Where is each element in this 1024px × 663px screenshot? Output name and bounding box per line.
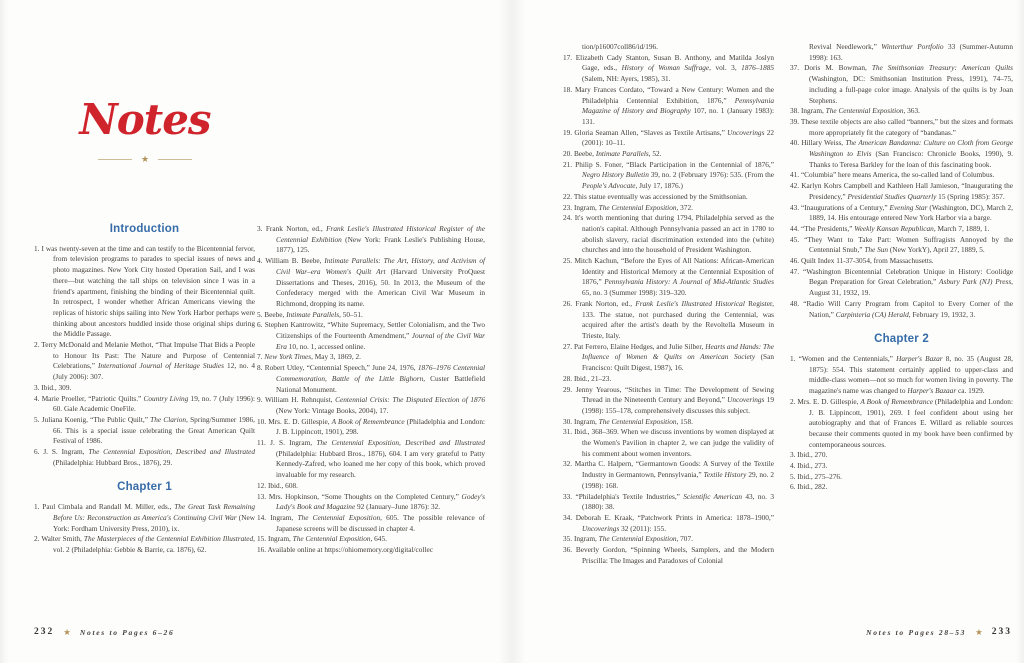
ornament-rule-right xyxy=(158,159,192,160)
note-item: 4. Ibid., 273. xyxy=(790,461,828,471)
note-item: 34. Deborah E. Kraak, “Patchwork Prints in America: 1878–1900,” Uncoverings 32 (2011): 155. xyxy=(563,512,774,533)
note-item: 48. “Radio Will Carry Program from Capitol to Every Corner of the Nation,” Carpinteria (CA) Herald, February 19, 1932, 3. xyxy=(790,298,1013,319)
note-item: 32. Martha C. Halpern, “Germantown Goods: A Survey of the Textile Industry in Germantown, Pennsylvania,” Textile History 29, no. 2 (1998): 168. xyxy=(563,459,774,490)
notes-column-1 xyxy=(34,224,255,556)
note-item: 3. Frank Norton, ed., Frank Leslie's Illustrated Historical Register of the Centennial Exhibition (New York: Frank Leslie's Publishing House, 1877), 125. xyxy=(257,224,485,255)
note-item: 16. Available online at https://ohiomemory.org/digital/collec xyxy=(257,545,433,555)
note-item: 1. Paul Cimbala and Randall M. Miller, eds., The Great Task Remaining Before Us: Reconstruction as America's Continuing Civil War (New York: Fordham University Press, 2010), ix. xyxy=(34,502,256,533)
notes-column-4 xyxy=(790,42,1013,493)
star-ornament xyxy=(34,155,256,164)
note-item: 27. Pat Ferrero, Elaine Hedges, and Julie Silber, Hearts and Hands: The Influence of Women & Quilts on American Society (San Francisco: Quilt Digest, 1987), 16. xyxy=(563,341,774,373)
notes-column-3 xyxy=(563,42,774,566)
note-continuation: tion/p16007coll86/id/196. xyxy=(582,42,659,51)
note-item: 5. Juliana Koenig, “The Public Quilt,” The Clarion, Spring/Summer 1986, 66. This is a special issue celebrating the Great American Quilt Festival of 1986. xyxy=(34,414,255,446)
note-item: 23. Ingram, The Centennial Exposition, 372. xyxy=(563,202,693,212)
note-item: 30. Ingram, The Centennial Exposition, 158. xyxy=(563,416,693,426)
notes-column-2 xyxy=(257,224,485,556)
note-item: 20. Beebe, Intimate Parallels, 52. xyxy=(563,149,662,159)
note-item: 15. Ingram, The Centennial Exposition, 645. xyxy=(257,534,387,544)
note-item: 19. Gloria Seaman Allen, “Slaves as Textile Artisans,” Uncoverings 22 (2001): 10–11. xyxy=(563,127,774,148)
note-item: 2. Terry McDonald and Melanie Methot, “That Impulse That Bids a People to Honour Its Past: The Nature and Purpose of Centennial Celebrations,” International Journal of Heritage Studies 12, no. 4 (July 2006): 307. xyxy=(34,340,255,382)
note-item: 25. Mitch Kachun, “Before the Eyes of All Nations: African-American Identity and Historical Memory at the Centennial Exposition of 1876,” Pennsylvania History: A Journal of Mid-Atlantic Studies 65, no. 3 (Summer 1998): 319–320. xyxy=(563,256,774,298)
notes-title-block xyxy=(34,95,256,165)
note-item: 37. Doris M. Bowman, The Smithsonian Treasury: American Quilts (Washington, DC: Smithsonian Institution Press, 1991), 74–75, including a full-page color image. Analysis of the quilts is by Joan Stephens. xyxy=(790,63,1013,105)
note-item: 4. William B. Beebe, Intimate Parallels: The Art, History, and Activism of Civil War–era Women's Quilt Art (Harvard University ProQuest Dissertations and Theses, 2016), 50. In 2013, the Museum of the Confederacy merged with the American Civil War Museum in Richmond, dropping its name. xyxy=(257,256,485,308)
page-title: Notes xyxy=(79,95,211,144)
note-item: 35. Ingram, The Centennial Exposition, 707. xyxy=(563,534,693,544)
note-item: 22. This statue eventually was accessioned by the Smithsonian. xyxy=(563,191,748,201)
note-item: 38. Ingram, The Centennial Exposition, 363. xyxy=(790,106,920,116)
note-item: 21. Philip S. Foner, “Black Participation in the Centennial of 1876,” Negro History Bulletin 39, no. 2 (February 1976): 535. (From the People's Advocate, July 17, 1876.) xyxy=(563,159,774,191)
note-item: 47. “Washington Bicentennial Celebration Unique in History: Coolidge Began Preparation for Great Celebration,” Asbury Park (NJ) Press, August 31, 1932, 19. xyxy=(790,266,1013,298)
page-number-left: 232 xyxy=(34,627,55,637)
note-item: 1. “Women and the Centennials,” Harper's Bazar 8, no. 35 (August 28, 1875): 554. This statement certainly applied to upper-class and middle-class women—not so much for women living in poverty. The magazine's name was changed to Harper's Bazaar ca. 1929. xyxy=(790,353,1013,396)
note-item: 17. Elizabeth Cady Stanton, Susan B. Anthony, and Matilda Joslyn Gage, eds., History of Woman Suffrage, vol. 3, 1876–1885 (Salem, NH: Ayers, 1985), 31. xyxy=(563,52,775,84)
note-item: 2. Mrs. E. D. Gillespie, A Book of Remembrance (Philadelphia and London: J. B. Lippincott, 1901), 269. I feel confident about using her autobiography and that of Frances E. Willard as reliable sources because their comments quoted in my book have been confirmed by contemporaneous sources. xyxy=(790,396,1013,449)
note-item: 4. Marie Proeller, “Patriotic Quilts.” Country Living 19, no. 7 (July 1996): 60. Gale Academic OneFile. xyxy=(34,393,255,414)
note-item: 3. Ibid., 270. xyxy=(790,450,828,460)
section-heading: Chapter 2 xyxy=(874,333,929,346)
note-item: 6. Ibid., 282. xyxy=(790,482,828,492)
note-item: 44. “The Presidents,” Weekly Kansan Republican, March 7, 1889, 1. xyxy=(790,223,990,233)
note-item: 31. Ibid., 368–369. When we discuss inventions by women displayed at the Women's Pavilion in chapter 2, we can judge the validity of his comment about women inventors. xyxy=(563,427,774,458)
note-item: 33. “Philadelphia's Textile Industries,” Scientific American 43, no. 3 (1880): 38. xyxy=(563,491,774,512)
note-item: 5. Ibid., 275–276. xyxy=(790,471,842,481)
running-footer-right xyxy=(866,627,1012,637)
note-item: 28. Ibid., 21–23. xyxy=(563,373,612,383)
note-item: 6. J. S. Ingram, The Centennial Exposition, Described and Illustrated (Philadelphia: Hubbard Bros., 1876), 29. xyxy=(34,447,255,467)
star-icon: ★ xyxy=(975,626,983,637)
note-item: 13. Mrs. Hopkinson, “Some Thoughts on the Completed Century,” Godey's Lady's Book and Magazine 92 (January–June 1876): 32. xyxy=(257,491,485,512)
note-item: 11. J. S. Ingram, The Centennial Exposition, Described and Illustrated (Philadelphia: Hubbard Bros., 1876), 604. I am very grateful to Patty Kennedy-Zafred, who loaned me her copy of this book, which proved invaluable for my research. xyxy=(257,438,485,480)
note-item: 26. Frank Norton, ed., Frank Leslie's Illustrated Historical Register, 133. The statue, not purchased during the Centennial, was acquired after the artist's death by the Revoltella Museum in Trieste, Italy. xyxy=(563,298,774,340)
page-gutter xyxy=(498,0,526,663)
note-item: 9. William H. Rehnquist, Centennial Crisis: The Disputed Election of 1876 (New York: Vintage Books, 2004), 17. xyxy=(257,395,485,415)
note-item: 7. New York Times, May 3, 1869, 2. xyxy=(257,352,361,362)
note-item: 10. Mrs. E. D. Gillespie, A Book of Remembrance (Philadelphia and London: J. B. Lippincott, 1901), 298. xyxy=(257,416,485,437)
note-item: 8. Robert Utley, “Centennial Speech,” June 24, 1976, 1876–1976 Centennial Commemoration, Battle of the Little Bighorn, Custer Battlefield National Monument. xyxy=(257,363,485,394)
footer-label-right: Notes to Pages 28–53 xyxy=(866,627,967,637)
note-continuation: Revival Needlework,” Winterthur Portfolio 33 (Summer-Autumn 1998): 163. xyxy=(809,42,1013,62)
footer-label-left: Notes to Pages 6–26 xyxy=(79,627,175,637)
note-item: 5. Beebe, Intimate Parallels, 50–51. xyxy=(257,309,363,319)
note-item: 2. Walter Smith, The Masterpieces of the Centennial Exhibition Illustrated, vol. 2 (Philadelphia: Gebbie & Barrie, ca. 1876), 62. xyxy=(34,534,255,554)
star-icon: ★ xyxy=(140,154,150,165)
note-item: 18. Mary Frances Cordato, “Toward a New Century: Women and the Philadelphia Centennial Exhibition, 1876,” Pennsylvania Magazine of History and Biography 107, no. 1 (January 1983): 131. xyxy=(563,84,774,126)
section-heading: Chapter 1 xyxy=(117,481,172,494)
note-item: 43. “Inaugurations of a Century,” Evening Star (Washington, DC), March 2, 1889, 14. His entourage entered New York Harbor via a barge. xyxy=(790,202,1013,223)
note-item: 45. “They Want to Take Part: Women Suffragists Annoyed by the Centennial Snub,” The Sun (New YorkY), April 27, 1889, 5. xyxy=(790,234,1013,255)
page-edge-left xyxy=(0,0,8,663)
page-number-right: 233 xyxy=(991,627,1012,637)
note-item: 46. Quilt Index 11-37-3054, from Massachusetts. xyxy=(790,256,934,266)
page-edge-right xyxy=(1016,0,1024,663)
section-heading: Introduction xyxy=(109,223,180,235)
note-item: 12. Ibid., 608. xyxy=(257,480,298,490)
note-item: 39. These textile objects are also called “banners,” but the sizes and formats more appropriately fit the category of “bandanas.” xyxy=(790,116,1013,137)
note-item: 36. Beverly Gordon, “Spinning Wheels, Samplers, and the Modern Priscilla: The Images and Paradoxes of Colonial xyxy=(563,545,774,565)
note-item: 42. Karlyn Kohrs Campbell and Kathleen Hall Jamieson, “Inaugurating the Presidency,” Presidential Studies Quarterly 15 (Spring 1985): 357. xyxy=(790,181,1013,201)
note-item: 1. I was twenty-seven at the time and can testify to the Bicentennial fervor, from television programs to parades to special issues of news and photo magazines. New York City hosted Operation Sail, and I was there—but watching the tall ships on television since I was in a friend's apartment, finishing the binding of their Bicentennial quilt. In retrospect, I wonder whether African Americans viewing the replicas of historic ships sailing into New York Harbor perhaps were thinking about ancestors huddled inside those original ships during the Middle Passage. xyxy=(34,243,255,339)
running-footer-left xyxy=(34,627,174,637)
note-item: 41. “Columbia” here means America, the so-called land of Columbus. xyxy=(790,170,995,180)
note-item: 29. Jenny Yearous, “Stitches in Time: The Development of Sewing Thread in the Nineteenth Century and Beyond,” Uncoverings 19 (1998): 155–178, comprehensively discusses this subject. xyxy=(563,384,774,415)
star-icon: ★ xyxy=(63,626,71,637)
note-item: 24. It's worth mentioning that during 1794, Philadelphia served as the nation's capital. Although Pennsylvania passed an act in 1780 to abolish slavery, racial discrimination extended into the (white) churches and into the household of President Washington. xyxy=(563,213,774,255)
note-item: 14. Ingram, The Centennial Exposition, 605. The possible relevance of Japanese screens will be discussed in chapter 4. xyxy=(257,512,486,533)
note-item: 40. Hillary Weiss, The American Bandanna: Culture on Cloth from George Washington to Elvis (San Francisco: Chronicle Books, 1990), 9. Thanks to Teresa Barkley for the loan of this fascinating book. xyxy=(790,138,1013,169)
note-item: 3. Ibid., 309. xyxy=(34,382,72,392)
ornament-rule-left xyxy=(98,159,132,160)
note-item: 6. Stephen Kantrowitz, “White Supremacy, Settler Colonialism, and the Two Citizenships of the Fourteenth Amendment,” Journal of the Civil War Era 10, no. 1, accessed online. xyxy=(257,320,485,351)
